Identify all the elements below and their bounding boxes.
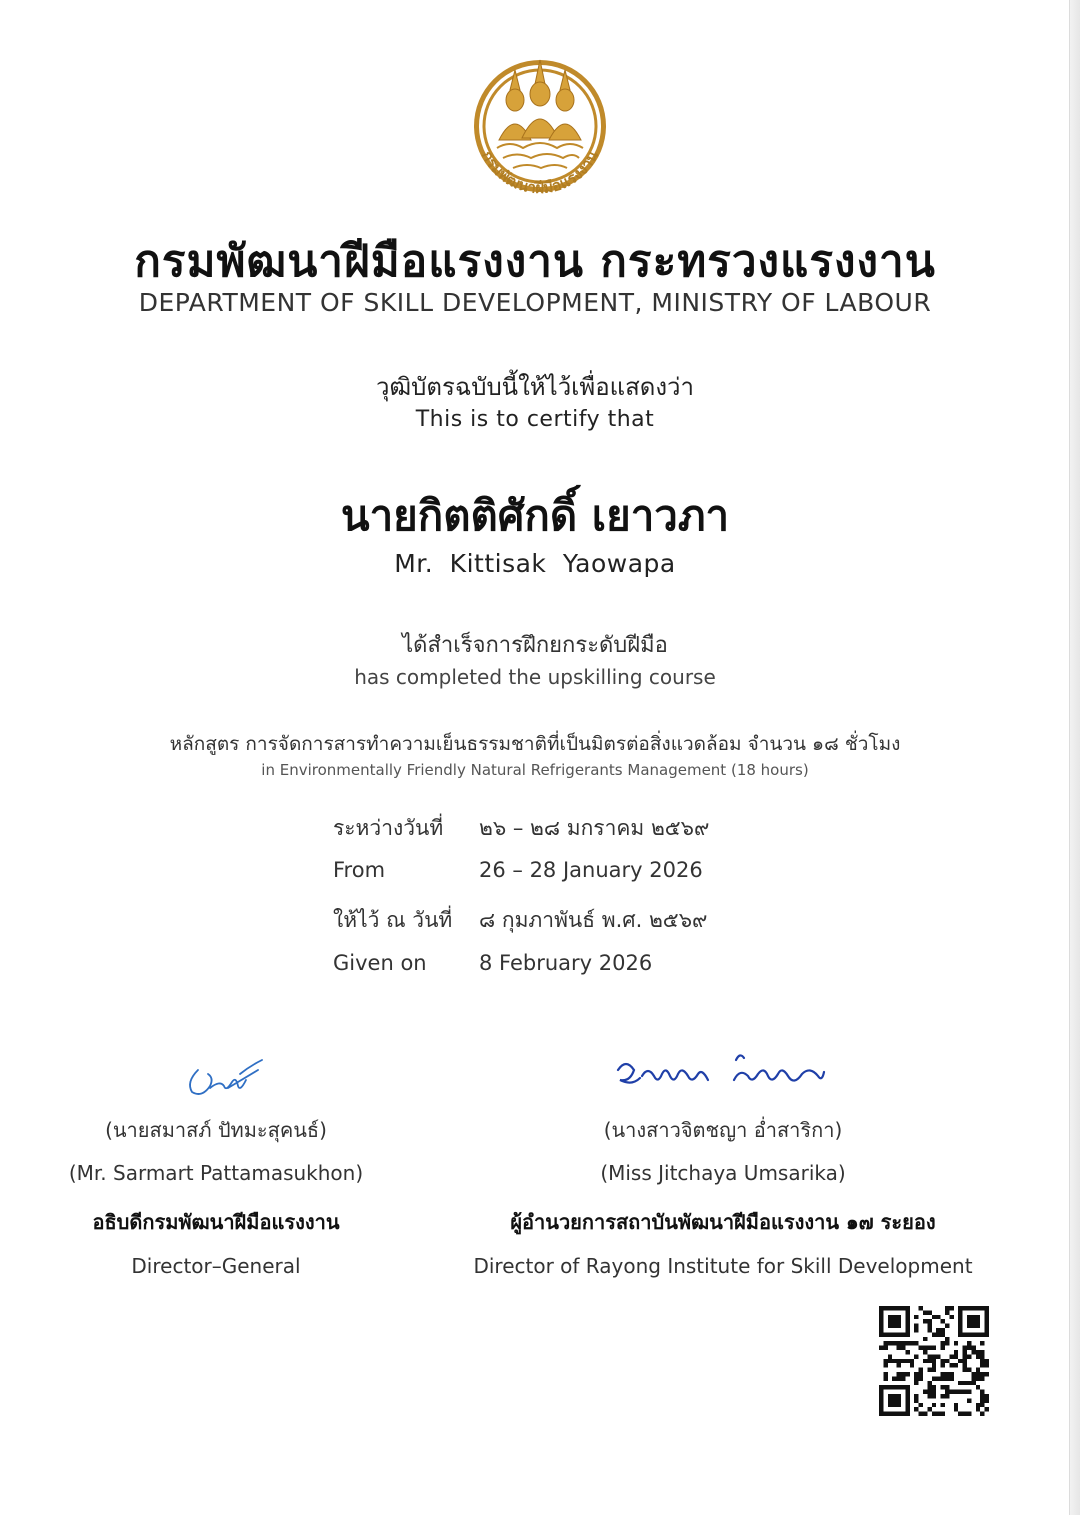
seal-arc-text: กรมพัฒนาฝีมือแรงงาน (478, 147, 602, 198)
given-value-thai: ๘ กุมภาพันธ์ พ.ศ. ๒๕๖๙ (479, 908, 708, 932)
left-signatory-name-english: (Mr. Sarmart Pattamasukhon) (68, 1161, 364, 1185)
qr-code-icon[interactable] (879, 1306, 989, 1416)
right-signatory-title-english: Director of Rayong Institute for Skill Development (473, 1254, 973, 1278)
completion-statement-thai: ได้สำเร็จการฝึกยกระดับฝีมือ (402, 633, 668, 658)
left-signatory-name-thai: (นายสมาสภ์ ปัทมะสุคนธ์) (105, 1118, 327, 1142)
period-label-english: From (333, 858, 386, 882)
completion-statement-english: has completed the upskilling course (354, 665, 716, 689)
right-signatory-name-thai: (นางสาวจิตชญา อ่ำสาริกา) (603, 1118, 843, 1142)
certify-statement-thai: วุฒิบัตรฉบับนี้ให้ไว้เพื่อแสดงว่า (376, 373, 694, 401)
left-signatory-title-thai: อธิบดีกรมพัฒนาฝีมือแรงงาน (92, 1210, 340, 1234)
period-value-english: 26 – 28 January 2026 (479, 858, 703, 882)
right-signatory-name-english: (Miss Jitchaya Umsarika) (600, 1161, 846, 1185)
recipient-name-thai: นายกิตติศักดิ์ เยาวภา (340, 491, 730, 540)
recipient-name-english: Mr. Kittisak Yaowapa (394, 549, 676, 578)
left-signatory-title-english: Director–General (131, 1254, 301, 1278)
left-signature-image (180, 1052, 270, 1102)
period-label-thai: ระหว่างวันที่ (333, 816, 444, 840)
department-seal-logo (455, 48, 625, 208)
department-title-thai: กรมพัฒนาฝีมือแรงงาน กระทรวงแรงงาน (134, 236, 936, 287)
period-value-thai: ๒๖ – ๒๘ มกราคม ๒๕๖๙ (479, 816, 710, 840)
certify-statement-english: This is to certify that (415, 407, 655, 432)
right-signature-image (612, 1046, 832, 1096)
page-edge-shadow (1069, 0, 1080, 1515)
given-value-english: 8 February 2026 (479, 951, 653, 975)
given-label-english: Given on (333, 951, 427, 975)
course-title-thai: หลักสูตร การจัดการสารทำความเย็นธรรมชาติที่เป็นมิตรต่อสิ่งแวดล้อม จำนวน ๑๘ ชั่วโมง (169, 733, 901, 755)
right-signatory-title-thai: ผู้อำนวยการสถาบันพัฒนาฝีมือแรงงาน ๑๗ ระยอง (510, 1210, 936, 1234)
course-title-english: in Environmentally Friendly Natural Refrigerants Management (18 hours) (261, 761, 809, 779)
given-label-thai: ให้ไว้ ณ วันที่ (333, 908, 453, 932)
department-title-english: DEPARTMENT OF SKILL DEVELOPMENT, MINISTRY OF LABOUR (138, 288, 932, 317)
